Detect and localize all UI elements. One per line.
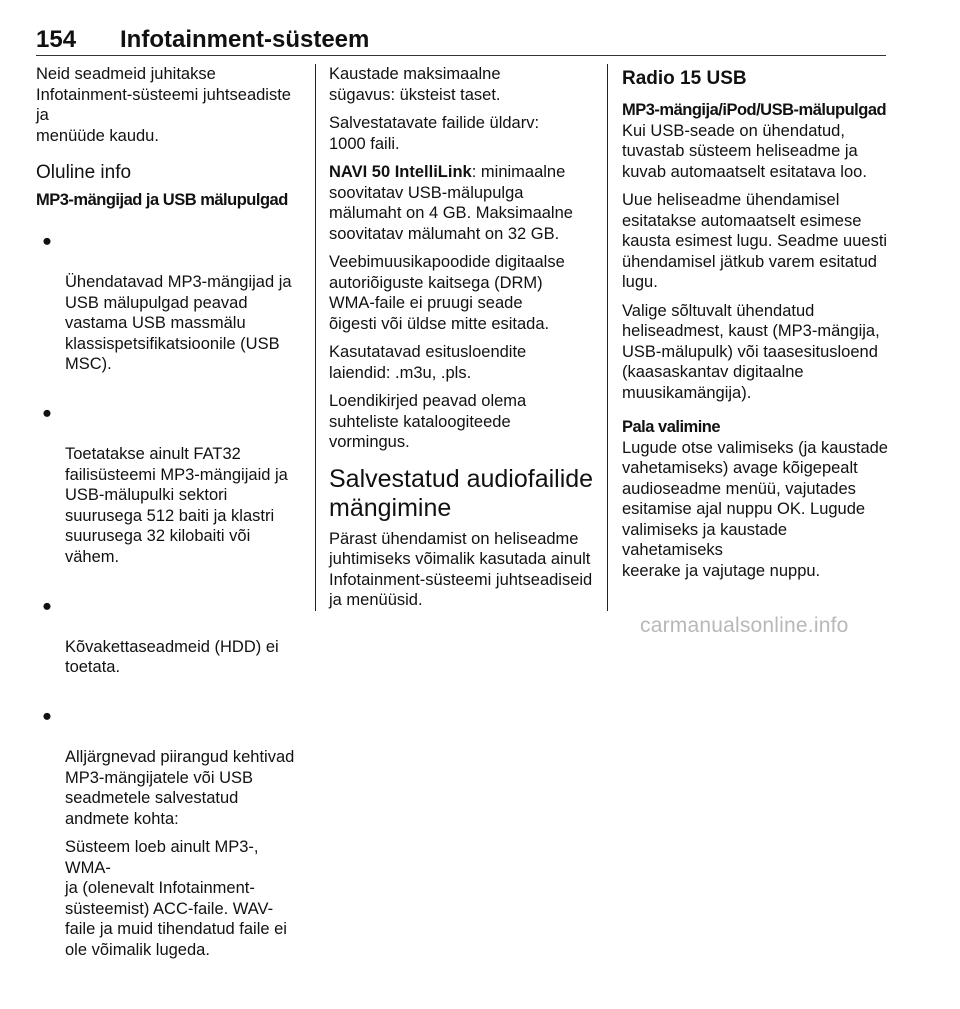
watermark-text: carmanualsonline.info — [640, 614, 849, 638]
list-item — [36, 231, 304, 375]
list-item-text: Toetatakse ainult FAT32 failisüsteemi MP3-mängijaid ja USB-mälupulki sektori suurusega 512 baiti ja klastri suurusega 32 kilobaiti või vähem. — [65, 445, 288, 566]
page-header — [36, 26, 886, 56]
requirements-list — [36, 211, 304, 1009]
paragraph: Uue heliseadme ühendamisel esitatakse automaatselt esimese kausta esimest lugu. Seadme uuesti ühendamisel jätkub varem esitatud lugu. — [622, 190, 890, 293]
bullet-icon: ● — [42, 706, 52, 727]
section-heading-important-info: Oluline info — [36, 162, 304, 184]
column-left — [36, 64, 304, 1009]
navi-model-name: NAVI 50 IntelliLink — [329, 163, 472, 181]
column-middle — [329, 64, 597, 619]
subheading-mp3-usb: MP3-mängijad ja USB mälupulgad — [36, 190, 304, 211]
paragraph: Lugude otse valimiseks (ja kaustade vahetamiseks) avage kõigepealt audioseadme menüü, vajutades esitamise ajal nuppu OK. Lugude valimiseks ja kaustade vahetamiseks keerake ja vajutage nuppu. — [622, 438, 890, 582]
list-item — [36, 706, 304, 981]
list-item — [36, 596, 304, 678]
section-title-radio: Radio 15 USB — [622, 68, 890, 90]
paragraph: Loendikirjed peavad olema suhteliste kataloogiteede vormingus. — [329, 391, 597, 453]
column-divider — [607, 64, 608, 611]
subheading-mp3-ipod-usb: MP3-mängija/iPod/USB-mälupulgad — [622, 100, 890, 121]
bullet-icon: ● — [42, 403, 52, 424]
bullet-icon: ● — [42, 231, 52, 252]
column-right — [622, 64, 890, 589]
list-item-text: Ühendatavad MP3-mängijad ja USB mälupulgad peavad vastama USB massmälu klassispetsifikatsioonile (USB MSC). — [65, 273, 292, 373]
navi-text: : minimaalne soovitatav USB-mälupulga mälumaht on 4 GB. Maksimaalne soovitatav mälumaht on 32 GB. — [329, 163, 573, 243]
paragraph: Salvestatavate failide üldarv: 1000 faili. — [329, 113, 597, 154]
intro-paragraph: Neid seadmeid juhitakse Infotainment-süsteemi juhtseadiste ja menüüde kaudu. — [36, 64, 304, 146]
paragraph: Kaustade maksimaalne sügavus: üksteist taset. — [329, 64, 597, 105]
list-item-text: Alljärgnevad piirangud kehtivad MP3-mängijatele või USB seadmetele salvestatud andmete kohta: — [65, 748, 294, 828]
paragraph: Kasutatavad esitusloendite laiendid: .m3u, .pls. — [329, 342, 597, 383]
paragraph: Pärast ühendamist on heliseadme juhtimiseks võimalik kasutada ainult Infotainment-süsteemi juhtseadiseid ja menüüsid. — [329, 529, 597, 611]
bullet-icon: ● — [42, 596, 52, 617]
paragraph-navi — [329, 162, 597, 244]
subheading-track-selection: Pala valimine — [622, 417, 890, 438]
page-number: 154 — [36, 26, 76, 54]
paragraph: Kui USB-seade on ühendatud, tuvastab süsteem heliseadme ja kuvab automaatselt esitatava loo. — [622, 121, 890, 183]
section-title-playing-files: Salvestatud audiofailide mängimine — [329, 465, 597, 523]
list-item-text: Kõvakettaseadmeid (HDD) ei toetata. — [65, 638, 279, 677]
paragraph: Veebimuusikapoodide digitaalse autoriõiguste kaitsega (DRM) WMA-faile ei pruugi seade õigesti või üldse mitte esitada. — [329, 252, 597, 334]
list-item-continuation: Süsteem loeb ainult MP3-, WMA- ja (olenevalt Infotainment- süsteemist) ACC-faile. WAV- faile ja muid tihendatud faile ei ole võimalik lugeda. — [65, 837, 304, 960]
paragraph: Valige sõltuvalt ühendatud heliseadmest, kaust (MP3-mängija, USB-mälupulk) või taasesitusloend (kaasaskantav digitaalne muusikamängija). — [622, 301, 890, 404]
running-title: Infotainment-süsteem — [120, 26, 369, 54]
list-item — [36, 403, 304, 567]
column-divider — [315, 64, 316, 611]
